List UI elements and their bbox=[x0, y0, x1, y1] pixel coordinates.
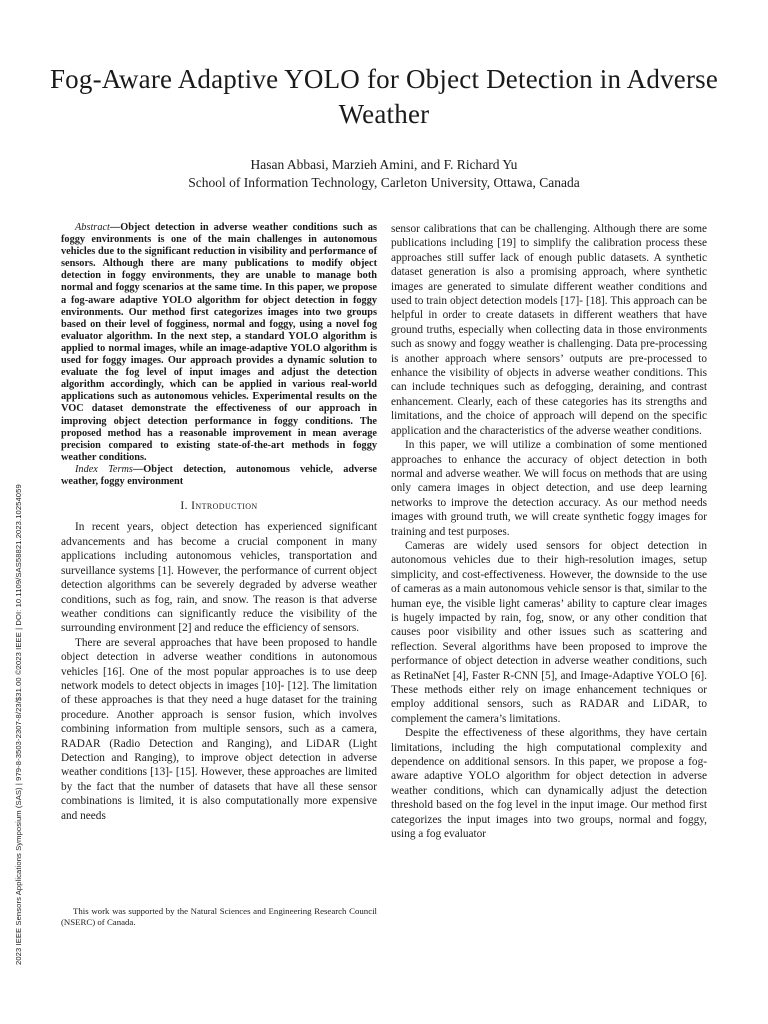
author-list: Hasan Abbasi, Marzieh Amini, and F. Richard Yu bbox=[250, 157, 518, 172]
body-paragraph: Cameras are widely used sensors for object detection in autonomous vehicles due to their high-resolution images, setup simplicity, and cost-effectiveness. However, the downside to the use of cameras as a main autonomous vehicle sensor is that, similar to the human eye, the visible light cameras’ ability to capture clear images is hugely impacted by rain, fog, snow, or any other condition that causes poor visibility and other issues such as scattering and reflection. Several algorithms have been proposed to improve the performance of object detection in adverse weather conditions, such as RetinaNet [4], Faster R-CNN [5], and Image-Adaptive YOLO [6]. These methods either rely on image enhancement techniques or employ additional sensors, such as RADAR and LiDAR, to complement the camera’s limitations. bbox=[391, 539, 707, 725]
abstract-label: Abstract bbox=[75, 222, 110, 233]
right-column bbox=[391, 222, 707, 841]
index-terms-label: Index Terms bbox=[75, 463, 133, 475]
affiliation: School of Information Technology, Carleton University, Ottawa, Canada bbox=[188, 175, 580, 190]
publication-sidebar: 2023 IEEE Sensors Applications Symposium (SAS) | 979-8-3503-2307-8/23/$31.00 ©2023 IEEE | DOI: 10.1109/SAS58821.2023.10254059 bbox=[14, 484, 23, 965]
body-paragraph: Despite the effectiveness of these algorithms, they have certain limitations, including the high computational complexity and dependence on additional sensors. In this paper, we propose a fog-aware adaptive YOLO algorithm for object detection in adverse weather conditions, which can dynamically adjust the detection threshold based on the fog level in the input image. Our method first categorizes the input images into two groups, normal and foggy, using a fog evaluator bbox=[391, 727, 707, 841]
body-paragraph: There are several approaches that have been proposed to handle object detection in adverse weather conditions in autonomous vehicles [16]. One of the most popular approaches is to use deep network models to detect objects in images [10]- [12]. The limitation of these approaches is that they need a huge dataset for the training procedure. Another approach is sensor fusion, which involves combining information from multiple sensors, such as a camera, RADAR (Radio Detection and Ranging), and LiDAR (Light Detection and Ranging), to improve object detection in adverse weather conditions [13]- [15]. However, these approaches are limited by the fact that the number of datasets that have all these sensor combinations is limited, it is also computationally more expensive and needs bbox=[61, 636, 377, 822]
abstract-text: Object detection in adverse weather conditions such as foggy environments is one of the main challenges in autonomous vehicles due to the significant reduction in visibility and performance of sensors. Although there are many publications to modify object detection in foggy environments, they are unable to manage both normal and foggy scenarios at the same time. In this paper, we propose a fog-aware adaptive YOLO algorithm for object detection in foggy environments. Our method first categorizes images into two groups based on their level of fogginess, normal and foggy, using a novel fog evaluator algorithm. In the next step, a standard YOLO algorithm is applied to normal images, while an image-adaptive YOLO algorithm is used for foggy images. Our approach provides a dynamic solution to evaluate the fog level of input images and adjust the detection algorithm accordingly, which can be applied in various real-world applications such as autonomous vehicles. Experimental results on the VOC dataset demonstrate the effectiveness of our approach in improving object detection performance in foggy conditions. The proposed method has a reasonable improvement in mean average precision compared to existing state-of-the-art methods in foggy weather conditions. bbox=[61, 222, 377, 463]
body-paragraph: In this paper, we will utilize a combination of some mentioned approaches to enhance the accuracy of object detection in both normal and adverse weather. We will focus on methods that are using only camera images in object detection, and use deep learning networks to improve the detection accuracy. As our method needs images with ground truth, we will create synthetic foggy images for training and test purposes. bbox=[391, 439, 707, 538]
body-paragraph: In recent years, object detection has experienced significant advancements and has become a crucial component in many applications including autonomous vehicles, transportation and surveillance systems [1]. However, the performance of current object detection algorithms can be severely degraded by adverse weather conditions, such as fog, rain, and snow. The reason is that adverse weather conditions can significantly reduce the visibility of the surrounding environment [2] and reduce the efficiency of sensors. bbox=[61, 521, 377, 635]
funding-footnote: This work was supported by the Natural Sciences and Engineering Research Council (NSERC) of Canada. bbox=[61, 906, 377, 927]
index-terms: Index Terms—Object detection, autonomous vehicle, adverse weather, foggy environment bbox=[61, 463, 378, 487]
section-heading-introduction: I. Introduction bbox=[180, 500, 258, 513]
abstract: Abstract—Object detection in adverse weather conditions such as foggy environments is one of the main challenges in autonomous vehicles due to the significant reduction in visibility and performance of sensors. Although there are many publications to modify object detection in foggy environments, they are unable to manage both normal and foggy scenarios at the same time. In this paper, we propose a fog-aware adaptive YOLO algorithm for object detection in foggy environments. Our method first categorizes images into two groups based on their level of fogginess, normal and foggy, using a novel fog evaluator algorithm. In the next step, a standard YOLO algorithm is applied to normal images, while an image-adaptive YOLO algorithm is used for foggy images. Our approach provides a dynamic solution to evaluate the fog level of input images and adjust the detection algorithm accordingly, which can be applied in various real-world applications such as autonomous vehicles. Experimental results on the VOC dataset demonstrate the effectiveness of our approach in improving object detection performance in foggy conditions. The proposed method has a reasonable improvement in mean average precision compared to existing state-of-the-art methods in foggy weather conditions. bbox=[61, 222, 377, 463]
index-terms-text: Object detection, autonomous vehicle, adverse weather, foggy environment bbox=[61, 463, 378, 487]
paper-title: Fog-Aware Adaptive YOLO for Object Detection in Adverse Weather bbox=[49, 64, 719, 129]
body-paragraph: sensor calibrations that can be challenging. Although there are some publications including [19] to simplify the calibration process these approaches still suffer lack of enough public datasets. A synthetic dataset generation is also a promising approach, where synthetic images are generated to simulate different weather conditions and used to train object detection models [17]- [18]. This approach can be helpful in order to create datasets in different weathers that have ground truths, especially when collecting data in those environments such as snowy and foggy weather is challenging. Data pre-processing is another approach where sensors’ outputs are pre-processed to enhance the visibility of objects in adverse weather conditions. This can include techniques such as defogging, deraining, and contrast enhancement. Clearly, each of these categories has its strengths and limitations, and the choice of approach will depend on the specific application and the characteristics of the adverse weather conditions. bbox=[391, 223, 707, 437]
left-column bbox=[61, 222, 377, 823]
